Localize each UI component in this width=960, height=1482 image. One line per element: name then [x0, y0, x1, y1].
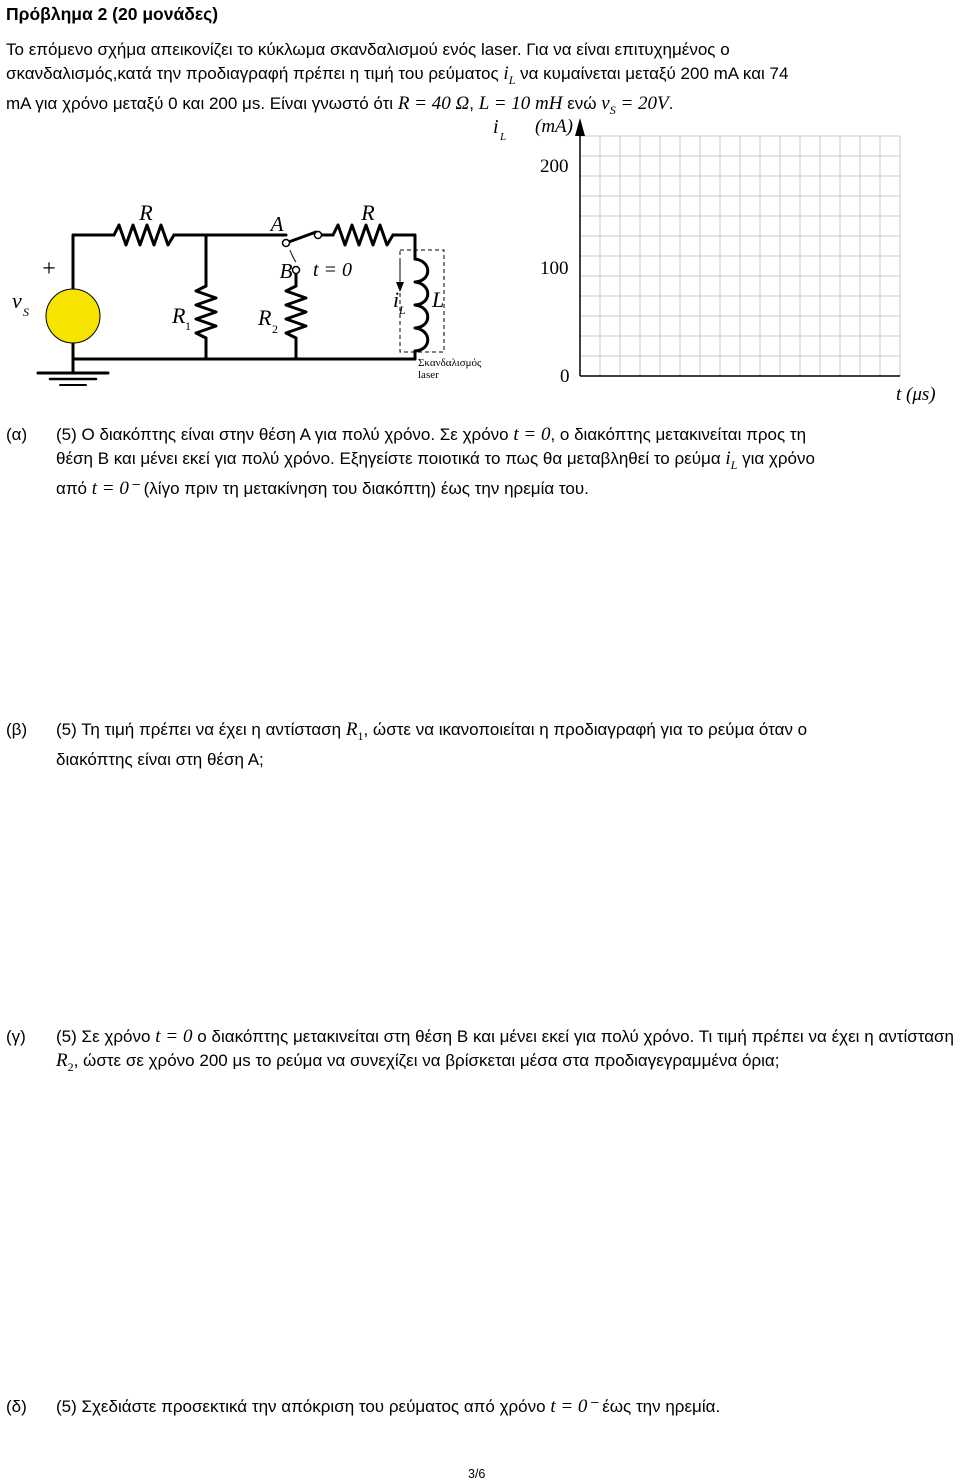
laser-label-1: Σκανδαλισμός: [418, 357, 482, 369]
graph-grid: [580, 136, 900, 376]
problem-title: Πρόβλημα 2 (20 μονάδες): [6, 4, 219, 24]
switch-contact-a: [283, 240, 290, 247]
switch-blade: [286, 232, 316, 243]
tick-200: 200: [540, 156, 569, 177]
question-b: (β) (5) Τη τιμή πρέπει να έχει η αντίσταση $R_1$, ώστε να ικανοποιείται η προδιαγραφή για το ρεύμα όταν ο διακόπτης είναι στη θέση Α;: [6, 719, 808, 769]
il-symbol: $i_L$: [503, 63, 516, 87]
label-vs: v: [12, 288, 22, 313]
graph-y-unit: (mA): [535, 116, 573, 137]
tick-0: 0: [560, 366, 570, 387]
circuit-diagram: [0, 0, 520, 400]
vs-value: $v_S = 20V$: [601, 92, 669, 117]
question-d-label: (δ): [6, 1397, 27, 1416]
inductor-l: [415, 259, 428, 351]
graph-y-label: i: [493, 116, 499, 138]
graph-x-label: t (μs): [896, 384, 936, 405]
label-plus: +: [42, 256, 56, 282]
question-d: (δ) (5) Σχεδιάστε προσεκτικά την απόκριση του ρεύματος από χρόνο t = 0⁻ έως την ηρεμία.: [6, 1396, 721, 1417]
switch-contact-right: [315, 232, 322, 239]
question-a: (α) (5) Ο διακόπτης είναι στην θέση Α για πολύ χρόνο. Σε χρόνο t = 0, ο διακόπτης μετακινείται προς τη θέση Β και μένει εκεί για πολύ χρόνο. Εξηγείστε ποιοτικά το πως θα μεταβληθεί το ρεύμα $i_L$ για χρόνο από t = 0⁻ (λίγο πριν τη μετακίνηση του διακόπτη) έως την ηρεμία του.: [6, 424, 815, 499]
label-l: L: [432, 287, 445, 312]
r-value: R = 40 Ω: [397, 92, 470, 114]
label-switch-b: B: [279, 259, 293, 283]
label-switch-time: t = 0: [313, 259, 353, 281]
graph-y-arrow: [575, 118, 585, 136]
resistor-r2: [286, 286, 306, 338]
label-vs-sub: S: [23, 305, 29, 319]
page-number: 3/6: [468, 1467, 486, 1481]
problem-intro: Το επόμενο σχήμα απεικονίζει το κύκλωμα σκανδαλισμού ενός laser. Για να είναι επιτυχημένος ο σκανδαλισμός,κατά την προδιαγραφή πρέπει η τιμή του ρεύματος $i_L$ να κυμαίνεται μεταξύ 200 mA και 74 mA για χρόνο μεταξύ 0 και 200 μs. Είναι γνωστό ότι R = 40 Ω, L = 10 mH ενώ $v_S = 20V$.: [6, 40, 789, 117]
label-r2: R: [258, 305, 272, 330]
resistor-r-right: [333, 225, 393, 245]
question-b-label: (β): [6, 720, 28, 739]
tick-100: 100: [540, 258, 569, 279]
wire-top-right: [393, 235, 415, 259]
label-r-left: R: [139, 200, 153, 225]
question-c: (γ) (5) Σε χρόνο t = 0 ο διακόπτης μετακινείται στη θέση Β και μένει εκεί για πολύ χρόνο. Τι τιμή πρέπει να έχει η αντίσταση $R_2$, ώστε σε χρόνο 200 μs το ρεύμα να συνεχίζει να βρίσκεται μέσα στα προδιαγεγραμμένα όρια;: [6, 1026, 955, 1074]
voltage-source: [46, 289, 100, 343]
resistor-r1: [196, 286, 216, 338]
switch-contact-b: [293, 267, 300, 274]
label-switch-a: A: [270, 212, 284, 236]
label-r2-sub: 2: [272, 322, 278, 336]
label-r-right: R: [361, 200, 375, 225]
wire-top-left: [73, 235, 114, 289]
question-c-label: (γ): [6, 1027, 26, 1046]
label-r1-sub: 1: [185, 319, 191, 333]
label-il-sub: L: [399, 303, 406, 317]
l-value: L = 10 mH: [478, 92, 563, 114]
label-il: i: [393, 287, 400, 312]
resistor-r-left: [114, 225, 174, 245]
laser-label-2: laser: [418, 369, 439, 381]
graph-y-label-sub: L: [500, 131, 507, 143]
label-r1: R: [172, 303, 186, 328]
question-a-label: (α): [6, 425, 28, 444]
wire-bottom: [73, 343, 415, 359]
